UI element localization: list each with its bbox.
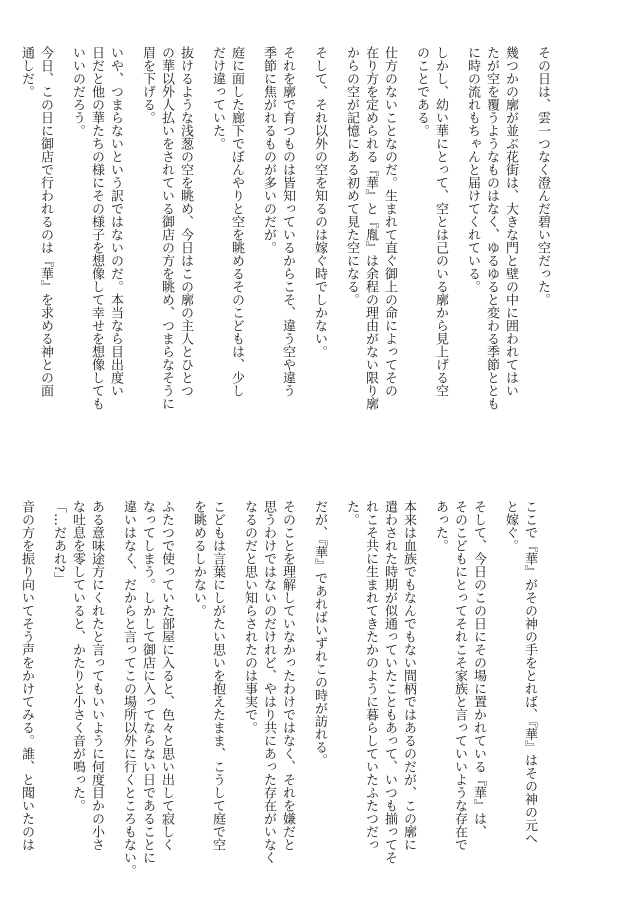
text-column: と嫁ぐ。 [503,500,518,552]
text-column: からの空が記憶にある初めて見た空になる。 [344,46,359,306]
text-column: に時の流れもちゃんと届けてくれている。 [465,46,480,293]
text-column: だけ違っていた。 [210,46,225,150]
text-column: 在り方を定められる『華』と『胤』は余程の理由がない限り廓 [363,46,378,410]
text-column: 遣わされた時期が似通っていたこともあって、いつも揃ってそ [382,500,397,864]
text-column: なってしまう。しかして御店に入ってならない日であることに [140,500,155,864]
text-column: その日は、雲一つなく澄んだ碧い空だった。 [535,46,550,306]
text-column: なるのだと思い知らされたのは事実で。 [242,500,257,734]
text-column: 庭に面した廊下でぼんやりと空を眺めるそのこどもは、少し [229,46,244,397]
upper-text-block [19,46,552,426]
text-column: 「…だあれ?」 [51,500,66,585]
text-column: 通しだ。 [19,46,34,98]
text-column: 季節に焦がれるものが多いのだが。 [261,46,276,254]
lower-text-block [19,500,552,882]
text-column: それを廓で育つものは皆知っているからこそ、違う空や違う [280,46,295,397]
text-column: 日だと他の華たちの様にその様子を想像して幸せを想像しても [89,46,104,410]
text-column: だが、『華』であればいずれこの時が訪れる。 [312,500,327,767]
text-column: そして、それ以外の空を知るのは嫁ぐ時でしかない。 [312,46,327,358]
text-column: 本来は血族でもなんでもない間柄ではあるのだが、この廓に [401,500,416,851]
text-column: あった。 [433,500,448,552]
text-column: 眉を下げる。 [140,46,155,124]
text-column: ここで『華』がその神の手をとれば、『華』はその神の元へ [522,500,537,845]
text-column: ふたつで使っていた部屋に入ると、色々と思い出して寂しく [159,500,174,851]
text-column: 抜けるような浅葱の空を眺め、今日はこの廓の主人とひとつ [178,46,193,397]
text-column: そして、今日のこの日にその場に置かれている『華』は、 [471,500,486,838]
text-column: な吐息を零していると、かたりと小さく音が鳴った。 [70,500,85,812]
text-column: た。 [344,500,359,526]
text-column: れこそ共に生まれてきたかのように暮らしていたふたつだっ [363,500,378,851]
text-column: そのことを理解していなかったわけではなく、それを嫌だと [280,500,295,851]
text-column: のことである。 [414,46,429,137]
text-column: いいのだろう。 [70,46,85,137]
text-column: 音の方を振り向いてそう声をかけてみる。誰、と聞いたのは [19,500,34,851]
text-column: 違いはなく、だからと言ってこの場所以外に行くところもない。 [121,500,136,877]
text-column: の華以外人払いをされている御店の方を眺め、つまらなそうに [159,46,174,410]
text-column: を眺めるしかない。 [191,500,206,617]
text-column: こどもは言葉にしがたい思いを抱えたまま、こうして庭で空 [210,500,225,851]
text-column: ある意味途方にくれたと言ってもいいように何度目かの小さ [89,500,104,851]
text-column: そのこどもにとってそれこそ家族と言っていいような存在で [452,500,467,851]
text-column: 幾つかの廓が並ぶ花街は、大きな門と壁の中に囲われてはい [503,46,518,397]
text-column: いや、つまらないという訳ではないのだ。本当なら目出度い [108,46,123,397]
text-column: たが空を覆うようなものはなく、ゆるゆると変わる季節ととも [484,46,499,410]
text-column: しかし、幼い華にとって、空とは己のいる廓から見上げる空 [433,46,448,397]
text-column: 仕方のないことなのだ。生まれて直ぐ御上の命によってその [382,46,397,397]
text-column: 今日、この日に御店で行われるのは『華』を求める神との面 [38,46,53,397]
text-column: 思うわけではないのだけれど、やはり共にあった存在がいなく [261,500,276,864]
